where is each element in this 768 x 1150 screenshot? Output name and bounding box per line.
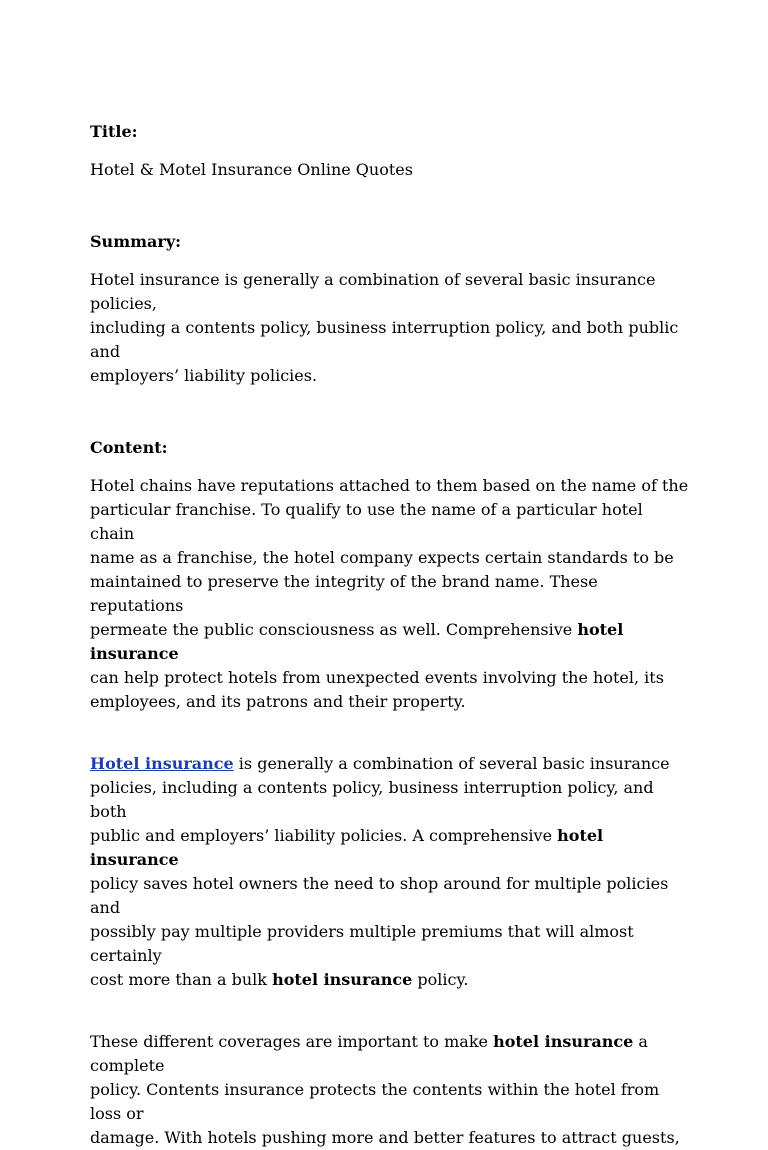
document-page [90, 120, 690, 1150]
paragraph-line: damage. With hotels pushing more and better features to attract guests, [90, 1128, 680, 1147]
paragraph-line [90, 968, 690, 992]
paragraph-line: name as a franchise, the hotel company expects certain standards to be [90, 548, 674, 567]
paragraph-text: is generally a combination of several basic insurance [233, 754, 670, 773]
hotel-insurance-link[interactable]: Hotel insurance [90, 754, 234, 773]
paragraph-line [90, 752, 690, 776]
paragraph-line: particular franchise. To qualify to use the name of a particular hotel chain [90, 500, 643, 543]
summary-line: employers’ liability policies. [90, 366, 318, 385]
summary-heading: Summary: [90, 232, 182, 251]
paragraph-line: possibly pay multiple providers multiple premiums that will almost certainly [90, 922, 634, 965]
content-heading: Content: [90, 438, 168, 457]
bold-keyword: hotel insurance [493, 1032, 634, 1051]
bold-keyword: hotel insurance [90, 620, 624, 663]
paragraph-text: cost more than a bulk [90, 970, 273, 989]
paragraph-text: permeate the public consciousness as well. Comprehensive [90, 620, 578, 639]
paragraph-text: These different coverages are important to make [90, 1032, 494, 1051]
document-title: Hotel & Motel Insurance Online Quotes [90, 160, 413, 179]
paragraph-line: policy saves hotel owners the need to shop around for multiple policies and [90, 874, 669, 917]
bold-keyword: hotel insurance [90, 826, 604, 869]
paragraph-text: policy. [412, 970, 469, 989]
paragraph-text: a complete [90, 1032, 648, 1075]
content-paragraph-3 [90, 1030, 690, 1150]
paragraph-line [90, 824, 690, 872]
paragraph-line: Hotel chains have reputations attached to them based on the name of the [90, 476, 689, 495]
bold-keyword: hotel insurance [272, 970, 413, 989]
paragraph-line [90, 618, 690, 666]
paragraph-line [90, 1030, 690, 1078]
content-paragraph-1 [90, 474, 690, 714]
paragraph-line: employees, and its patrons and their property. [90, 692, 466, 711]
paragraph-line: can help protect hotels from unexpected events involving the hotel, its [90, 668, 664, 687]
title-heading: Title: [90, 122, 138, 141]
content-paragraph-2 [90, 752, 690, 992]
paragraph-line: policy. Contents insurance protects the contents within the hotel from loss or [90, 1080, 660, 1123]
summary-line: including a contents policy, business interruption policy, and both public and [90, 318, 679, 361]
paragraph-line: maintained to preserve the integrity of the brand name. These reputations [90, 572, 598, 615]
summary-line: Hotel insurance is generally a combination of several basic insurance policies, [90, 270, 656, 313]
summary-paragraph [90, 268, 690, 388]
paragraph-line: policies, including a contents policy, business interruption policy, and both [90, 778, 654, 821]
paragraph-text: public and employers’ liability policies. A comprehensive [90, 826, 558, 845]
